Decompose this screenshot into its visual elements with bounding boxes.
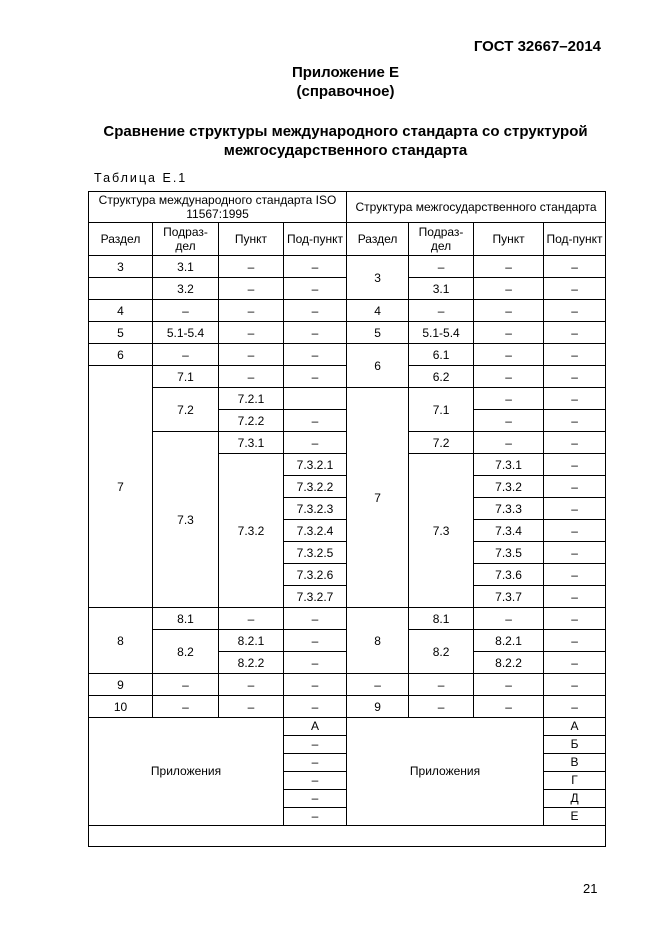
table-cell: – — [284, 754, 347, 772]
table-cell: – — [284, 366, 347, 388]
table-cell: 7.1 — [153, 366, 219, 388]
table-cell: – — [544, 520, 606, 542]
column-header: Подраз-дел — [153, 223, 219, 256]
table-cell: – — [544, 696, 606, 718]
table-cell: – — [474, 696, 544, 718]
column-header: Пункт — [474, 223, 544, 256]
table-cell: Г — [544, 772, 606, 790]
comparison-title — [0, 122, 661, 160]
table-cell: – — [409, 674, 474, 696]
table-cell: – — [544, 278, 606, 300]
table-cell: 8.2.2 — [474, 652, 544, 674]
group-header-international: Структура международного стандарта ISO 11567:1995 — [89, 192, 347, 223]
table-cell: – — [474, 322, 544, 344]
table-cell: – — [219, 300, 284, 322]
table-cell: 3 — [89, 256, 153, 278]
table-row — [89, 696, 606, 718]
table-cell: 7.3.2.7 — [284, 586, 347, 608]
table-cell: 7.1 — [409, 388, 474, 432]
table-cell: 6.2 — [409, 366, 474, 388]
comparison-title-line2: межгосударственного стандарта — [223, 142, 468, 159]
table-cell: – — [284, 432, 347, 454]
table-cell — [284, 388, 347, 410]
appendix-subtitle: (справочное) — [296, 83, 395, 100]
column-header: Раздел — [89, 223, 153, 256]
table-cell: 7.3.2 — [474, 476, 544, 498]
table-cell: – — [544, 300, 606, 322]
appendices-label-left: Приложения — [89, 718, 284, 826]
table-cell: – — [544, 674, 606, 696]
table-cell — [89, 826, 606, 847]
table-cell: – — [153, 344, 219, 366]
table-cell: 7.3.2.2 — [284, 476, 347, 498]
table-cell — [89, 278, 153, 300]
table-cell: 7.2.2 — [219, 410, 284, 432]
table-cell: В — [544, 754, 606, 772]
table-label: Таблица Е.1 — [94, 171, 188, 185]
table-cell: – — [284, 674, 347, 696]
column-header: Пункт — [219, 223, 284, 256]
table-cell: – — [544, 410, 606, 432]
table-cell: – — [284, 344, 347, 366]
table-cell: А — [544, 718, 606, 736]
table-cell: – — [474, 344, 544, 366]
table-cell: 3.1 — [153, 256, 219, 278]
table-cell: Е — [544, 808, 606, 826]
table-cell: 8.2 — [153, 630, 219, 674]
table-cell: 8.2.1 — [474, 630, 544, 652]
table-cell: 4 — [89, 300, 153, 322]
table-cell: – — [544, 476, 606, 498]
table-cell: 8.1 — [153, 608, 219, 630]
table-row — [89, 388, 606, 410]
table-cell: 7.3 — [409, 454, 474, 608]
table-cell: 7.3 — [153, 432, 219, 608]
table-cell: 7.3.3 — [474, 498, 544, 520]
table-cell: – — [474, 432, 544, 454]
table-cell: – — [284, 808, 347, 826]
table-cell: – — [474, 608, 544, 630]
table-cell: 7 — [347, 388, 409, 608]
table-cell: – — [219, 696, 284, 718]
table-row — [89, 718, 606, 736]
table-cell: 7.3.2.1 — [284, 454, 347, 476]
table-cell: – — [544, 388, 606, 410]
table-row — [89, 674, 606, 696]
table-cell: 8.1 — [409, 608, 474, 630]
table-cell: 7.3.2.5 — [284, 542, 347, 564]
table-cell: – — [284, 322, 347, 344]
table-cell: 5.1-5.4 — [153, 322, 219, 344]
column-header: Под-пункт — [284, 223, 347, 256]
table-cell: – — [284, 696, 347, 718]
table-cell: 7 — [89, 366, 153, 608]
table-cell: 7.3.5 — [474, 542, 544, 564]
appendices-label-right: Приложения — [347, 718, 544, 826]
table-cell: – — [544, 366, 606, 388]
table-cell: – — [219, 278, 284, 300]
table-cell: 8.2.1 — [219, 630, 284, 652]
table-row — [89, 826, 606, 847]
appendix-title: Приложение Е — [291, 64, 400, 81]
table-cell: 7.2 — [409, 432, 474, 454]
table-cell: – — [544, 256, 606, 278]
table-cell: – — [544, 344, 606, 366]
table-cell: 4 — [347, 300, 409, 322]
table-cell: 9 — [347, 696, 409, 718]
table-cell: – — [544, 608, 606, 630]
table-cell: – — [153, 674, 219, 696]
table-cell: – — [544, 322, 606, 344]
table-cell: – — [474, 256, 544, 278]
table-cell: – — [544, 542, 606, 564]
table-cell: – — [474, 674, 544, 696]
table-cell: 7.3.2.4 — [284, 520, 347, 542]
table-cell: – — [284, 652, 347, 674]
table-row — [89, 344, 606, 366]
table-cell: – — [219, 256, 284, 278]
table-cell: – — [219, 322, 284, 344]
table-header-row — [89, 192, 606, 223]
table-cell: 7.3.6 — [474, 564, 544, 586]
table-cell: 3 — [347, 256, 409, 300]
table-cell: – — [219, 608, 284, 630]
table-cell: Б — [544, 736, 606, 754]
table-cell: 8.2 — [409, 630, 474, 674]
table-cell: – — [284, 790, 347, 808]
column-header: Под-пункт — [544, 223, 606, 256]
table-cell: 8.2.2 — [219, 652, 284, 674]
table-cell: 7.3.2.3 — [284, 498, 347, 520]
table-cell: – — [284, 630, 347, 652]
table-cell: 6 — [89, 344, 153, 366]
structure-comparison-table — [88, 191, 606, 847]
table-row — [89, 256, 606, 278]
table-cell: 10 — [89, 696, 153, 718]
table-row — [89, 608, 606, 630]
table-cell: 5 — [89, 322, 153, 344]
table-cell: 7.3.2 — [219, 454, 284, 608]
page-number: 21 — [583, 881, 598, 896]
table-cell: А — [284, 718, 347, 736]
table-cell: – — [219, 344, 284, 366]
table-cell: 8 — [89, 608, 153, 674]
table-cell: 7.3.1 — [219, 432, 284, 454]
table-cell: – — [153, 300, 219, 322]
table-cell: 8 — [347, 608, 409, 674]
table-cell: – — [284, 736, 347, 754]
table-cell: – — [284, 256, 347, 278]
table-cell: – — [474, 388, 544, 410]
table-cell: – — [474, 278, 544, 300]
table-cell: – — [284, 772, 347, 790]
group-header-interstate: Структура межгосударственного стандарта — [347, 192, 606, 223]
table-cell: – — [219, 366, 284, 388]
table-cell: 6.1 — [409, 344, 474, 366]
table-cell: – — [409, 300, 474, 322]
table-cell: Д — [544, 790, 606, 808]
table-cell: – — [544, 630, 606, 652]
table-cell: 7.3.7 — [474, 586, 544, 608]
table-cell: – — [544, 454, 606, 476]
table-cell: – — [474, 300, 544, 322]
table-cell: – — [544, 432, 606, 454]
table-cell: 7.2.1 — [219, 388, 284, 410]
table-cell: – — [284, 300, 347, 322]
table-cell: – — [284, 410, 347, 432]
table-cell: 3.2 — [153, 278, 219, 300]
table-cell: 7.3.2.6 — [284, 564, 347, 586]
table-cell: 6 — [347, 344, 409, 388]
table-cell: – — [219, 674, 284, 696]
table-cell: – — [284, 608, 347, 630]
table-cell: – — [474, 366, 544, 388]
table-cell: 7.2 — [153, 388, 219, 432]
table-cell: – — [284, 278, 347, 300]
table-cell: – — [153, 696, 219, 718]
table-cell: – — [544, 498, 606, 520]
table-cell: 7.3.1 — [474, 454, 544, 476]
table-cell: 5 — [347, 322, 409, 344]
column-header: Подраз-дел — [409, 223, 474, 256]
table-row — [89, 300, 606, 322]
table-cell: 9 — [89, 674, 153, 696]
standard-number: ГОСТ 32667–2014 — [473, 38, 601, 55]
comparison-title-line1: Сравнение структуры международного стандарта со структурой — [103, 123, 588, 140]
table-cell: – — [409, 696, 474, 718]
table-cell: – — [409, 256, 474, 278]
table-column-header-row — [89, 223, 606, 256]
table-cell: 7.3.4 — [474, 520, 544, 542]
table-cell: – — [544, 586, 606, 608]
table-cell: 3.1 — [409, 278, 474, 300]
column-header: Раздел — [347, 223, 409, 256]
table-row — [89, 322, 606, 344]
table-cell: – — [474, 410, 544, 432]
table-cell: – — [544, 564, 606, 586]
table-cell: – — [347, 674, 409, 696]
table-cell: – — [544, 652, 606, 674]
table-cell: 5.1-5.4 — [409, 322, 474, 344]
